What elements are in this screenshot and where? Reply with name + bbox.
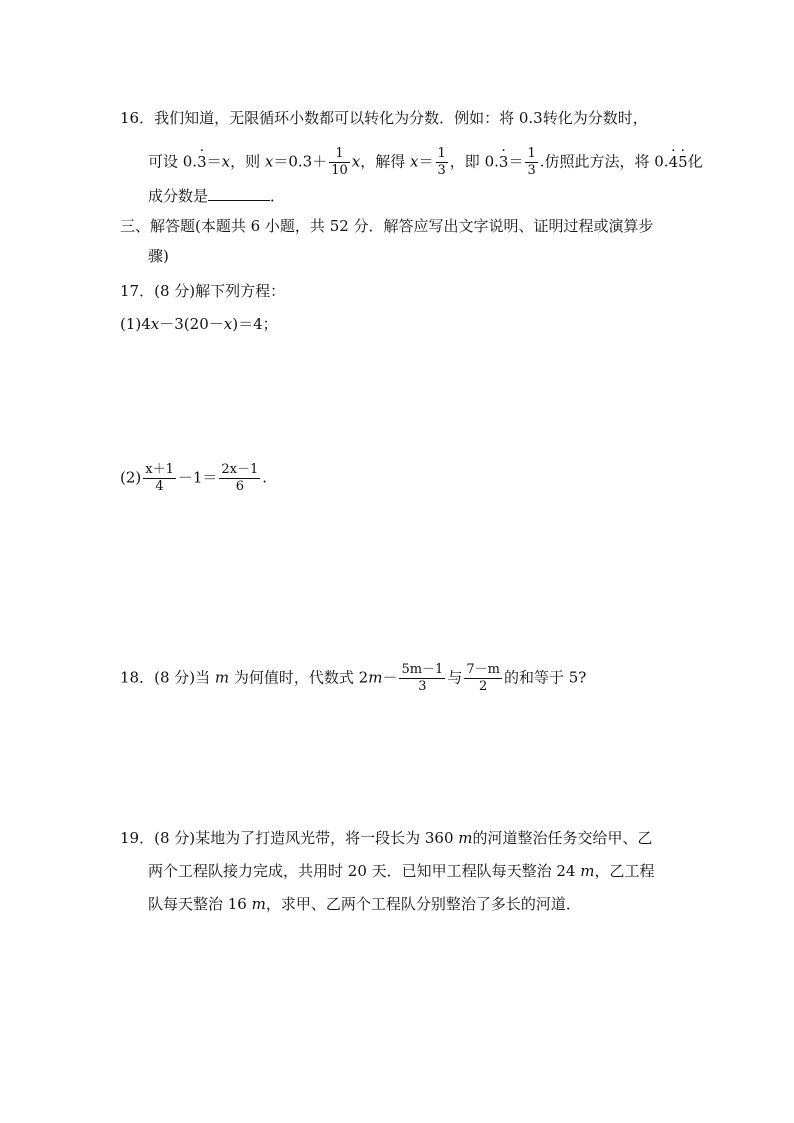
section3-header-cont xyxy=(148,246,169,266)
var-m: m xyxy=(368,668,383,687)
var-x: x xyxy=(150,315,160,333)
q19-line1-a: 19．(8 分)某地为了打造风光带，将一段长为 360 xyxy=(120,829,459,847)
fraction-denominator: 2 xyxy=(479,679,488,694)
section3-line1: 三、解答题(本题共 6 小题，共 52 分．解答应写出文字说明、证明过程或演算步 xyxy=(120,217,654,235)
q17-part1-b: －3(20－ xyxy=(159,315,224,333)
fraction-2x-minus-1-over-6 xyxy=(219,462,260,495)
q16-seg-a: 可设 0. xyxy=(148,152,198,171)
q17-title: 17．(8 分)解下列方程： xyxy=(120,282,286,300)
var-x: x xyxy=(264,152,274,171)
q17-part2-label: (2) xyxy=(120,468,142,487)
q17-part1-a: (1)4 xyxy=(120,315,151,333)
q16-line2 xyxy=(148,146,703,179)
q18-a: 18．(8 分)当 xyxy=(120,668,215,687)
q19-line3 xyxy=(148,894,581,914)
fraction-numerator: 1 xyxy=(329,146,350,163)
q16-seg-n: .仿照此方法，将 0. xyxy=(539,152,669,171)
eq-sign: ＝ xyxy=(508,152,524,171)
q16-line3 xyxy=(148,186,285,206)
q16-text-3: 成分数是 xyxy=(148,187,209,205)
fraction-denominator: 3 xyxy=(418,679,427,694)
fraction-1-3 xyxy=(436,146,448,179)
fraction-denominator: 6 xyxy=(235,479,244,494)
repeating-digit-4: · 4 xyxy=(669,152,679,172)
fraction-7-minus-m-over-2 xyxy=(464,662,502,695)
q17-part1-c: )＝4； xyxy=(232,315,278,333)
eq-sign: ＝ xyxy=(418,152,434,171)
section3-header xyxy=(120,216,654,236)
fraction-denominator: 4 xyxy=(155,479,164,494)
q19-line3-b: ，求甲、乙两个工程队分别整治了多长的河道． xyxy=(265,895,581,913)
q19-line1-b: 的河道整治任务交给甲、乙 xyxy=(472,829,653,847)
var-x: x xyxy=(221,152,231,171)
fraction-1-3 xyxy=(525,146,537,179)
q16-end: ． xyxy=(270,187,286,205)
fraction-5m-minus-1-over-3 xyxy=(399,662,445,695)
var-x: x xyxy=(223,315,233,333)
fraction-numerator: 1 xyxy=(527,146,536,161)
q16-seg-q: 化 xyxy=(687,152,703,171)
fraction-denominator: 3 xyxy=(437,163,446,178)
q19-line2-a: 两个工程队接力完成，共用时 20 天．已知甲工程队每天整治 24 xyxy=(148,862,581,880)
fraction-numerator: x＋1 xyxy=(145,462,174,477)
var-x: x xyxy=(351,152,361,171)
q18-d: 与 xyxy=(447,668,463,687)
fraction-numerator: 7－m xyxy=(466,662,500,677)
fraction-1-10 xyxy=(329,146,350,179)
q16-seg-j: ，即 0. xyxy=(449,152,499,171)
fraction-numerator: 5m－1 xyxy=(401,662,444,677)
fraction-denominator: 10 xyxy=(331,163,348,178)
q18-b: 为何值时，代数式 2 xyxy=(229,668,369,687)
q16-line1 xyxy=(120,108,648,128)
q19-line2-b: ，乙工程 xyxy=(594,862,655,880)
repeating-digit-3: · 3 xyxy=(499,152,509,172)
q19-line1 xyxy=(120,828,653,848)
repeating-digit-5: · 5 xyxy=(678,152,688,172)
q16-seg-e: ＝0.3＋ xyxy=(273,152,328,171)
q16-seg-g: ，解得 xyxy=(360,152,411,171)
q17-part1 xyxy=(120,314,278,334)
q16-text-1: 我们知道，无限循环小数都可以转化为分数．例如：将 0.3转化为分数时， xyxy=(154,109,648,127)
q16-number: 16． xyxy=(120,109,155,127)
q18 xyxy=(120,662,586,695)
q17-part2-end: . xyxy=(262,468,268,487)
unit-m: m xyxy=(458,829,473,847)
q19-line2 xyxy=(148,861,655,881)
q18-c: － xyxy=(382,668,398,687)
q17-part2-mid: －1＝ xyxy=(177,468,218,487)
unit-m: m xyxy=(580,862,595,880)
q17-header xyxy=(120,281,285,301)
var-m: m xyxy=(214,668,230,687)
fraction-denominator: 3 xyxy=(527,163,536,178)
q19-line3-a: 队每天整治 16 xyxy=(148,895,252,913)
answer-blank[interactable] xyxy=(208,186,270,201)
q18-e: 的和等于 5? xyxy=(503,668,587,687)
q16-seg-d: ，则 xyxy=(230,152,265,171)
unit-m: m xyxy=(251,895,266,913)
var-x: x xyxy=(410,152,419,171)
section3-line2: 骤) xyxy=(148,247,169,265)
fraction-numerator: 1 xyxy=(437,146,446,161)
fraction-numerator: 2x－1 xyxy=(221,462,259,477)
eq-sign: ＝ xyxy=(206,152,222,171)
repeating-digit-3: · 3 xyxy=(197,152,207,172)
fraction-x-plus-1-over-4 xyxy=(143,462,176,495)
q17-part2 xyxy=(120,462,267,495)
